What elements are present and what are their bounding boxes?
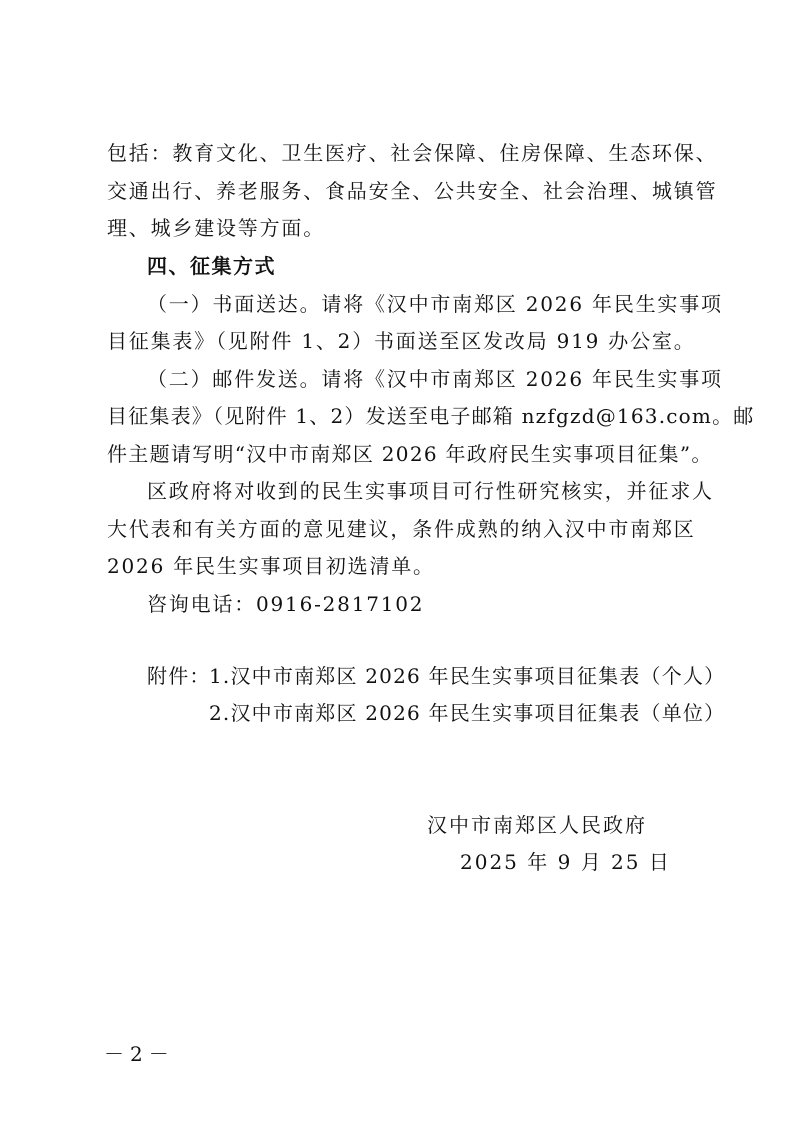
attachment-item-1: 1.汉中市南郑区 2026 年民生实事项目征集表（个人） xyxy=(209,664,726,688)
method1-line-2: 目征集表》（见附件 1、2）书面送至区发改局 919 办公室。 xyxy=(107,329,696,353)
scope-line-2: 交通出行、养老服务、食品安全、公共安全、社会治理、城镇管 xyxy=(107,179,718,203)
issuer-name: 汉中市南郑区人民政府 xyxy=(427,813,647,837)
review-line-1: 区政府将对收到的民生实事项目可行性研究核实，并征求人 xyxy=(147,479,714,503)
method2-line-2: 目征集表》（见附件 1、2）发送至电子邮箱 nzfgzd@163.com。邮 xyxy=(107,404,755,428)
scope-line-1: 包括：教育文化、卫生医疗、社会保障、住房保障、生态环保、 xyxy=(107,141,718,165)
method1-line-1: （一）书面送达。请将《汉中市南郑区 2026 年民生实事项 xyxy=(147,292,723,316)
review-line-3: 2026 年民生实事项目初选清单。 xyxy=(107,554,435,578)
method2-line-1: （二）邮件发送。请将《汉中市南郑区 2026 年民生实事项 xyxy=(147,367,723,391)
issue-date: 2025 年 9 月 25 日 xyxy=(460,850,671,874)
page-number: －2－ xyxy=(104,1042,175,1066)
review-line-2: 大代表和有关方面的意见建议，条件成熟的纳入汉中市南郑区 xyxy=(107,517,696,541)
attachments-label: 附件： xyxy=(147,664,211,688)
method2-line-3: 件主题请写明“汉中市南郑区 2026 年政府民生实事项目征集”。 xyxy=(107,442,713,466)
contact-phone: 咨询电话：0916-2817102 xyxy=(147,592,425,616)
scope-line-3: 理、城乡建设等方面。 xyxy=(107,216,325,240)
attachment-item-2: 2.汉中市南郑区 2026 年民生实事项目征集表（单位） xyxy=(209,701,726,725)
section-heading-collection-methods: 四、征集方式 xyxy=(147,254,276,278)
